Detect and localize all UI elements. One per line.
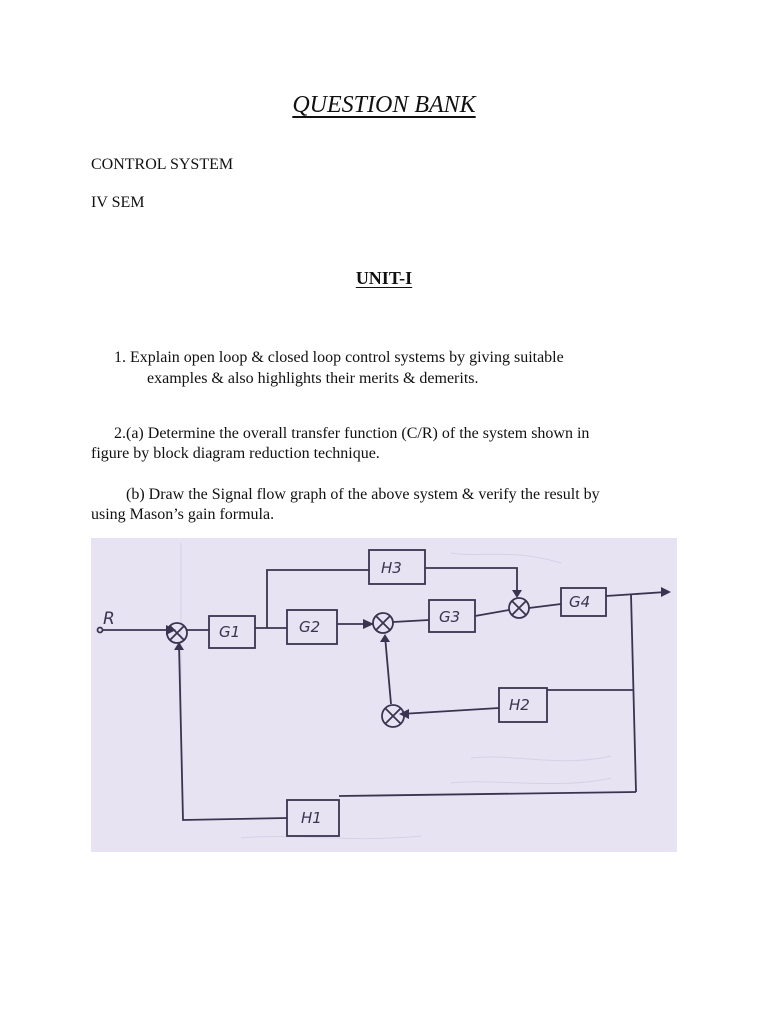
subject-label: CONTROL SYSTEM	[91, 156, 234, 173]
question-2b-line-1: (b) Draw the Signal flow graph of the above system & verify the result by	[126, 486, 600, 503]
label-g1: G1	[219, 623, 241, 641]
block-diagram-figure	[91, 538, 677, 852]
label-h1: H1	[301, 809, 322, 827]
page-title: QUESTION BANK	[292, 92, 476, 118]
unit-heading: UNIT-I	[355, 268, 413, 288]
label-h3: H3	[381, 559, 402, 577]
label-g3: G3	[439, 608, 461, 626]
paper-background	[91, 538, 677, 852]
question-2a-line-1: 2.(a) Determine the overall transfer function (C/R) of the system shown in	[114, 425, 590, 442]
question-2b-line-2: using Mason’s gain formula.	[91, 506, 275, 523]
question-1-line-1: 1. Explain open loop & closed loop control systems by giving suitable	[114, 349, 564, 366]
block-diagram-svg	[91, 538, 677, 852]
question-1-line-2: examples & also highlights their merits & demerits.	[147, 370, 479, 387]
question-2a-line-2: figure by block diagram reduction technique.	[91, 445, 380, 462]
label-g2: G2	[299, 618, 321, 636]
input-r-label: R	[103, 609, 115, 629]
semester-label: IV SEM	[91, 194, 145, 211]
label-g4: G4	[569, 593, 591, 611]
label-h2: H2	[509, 696, 530, 714]
